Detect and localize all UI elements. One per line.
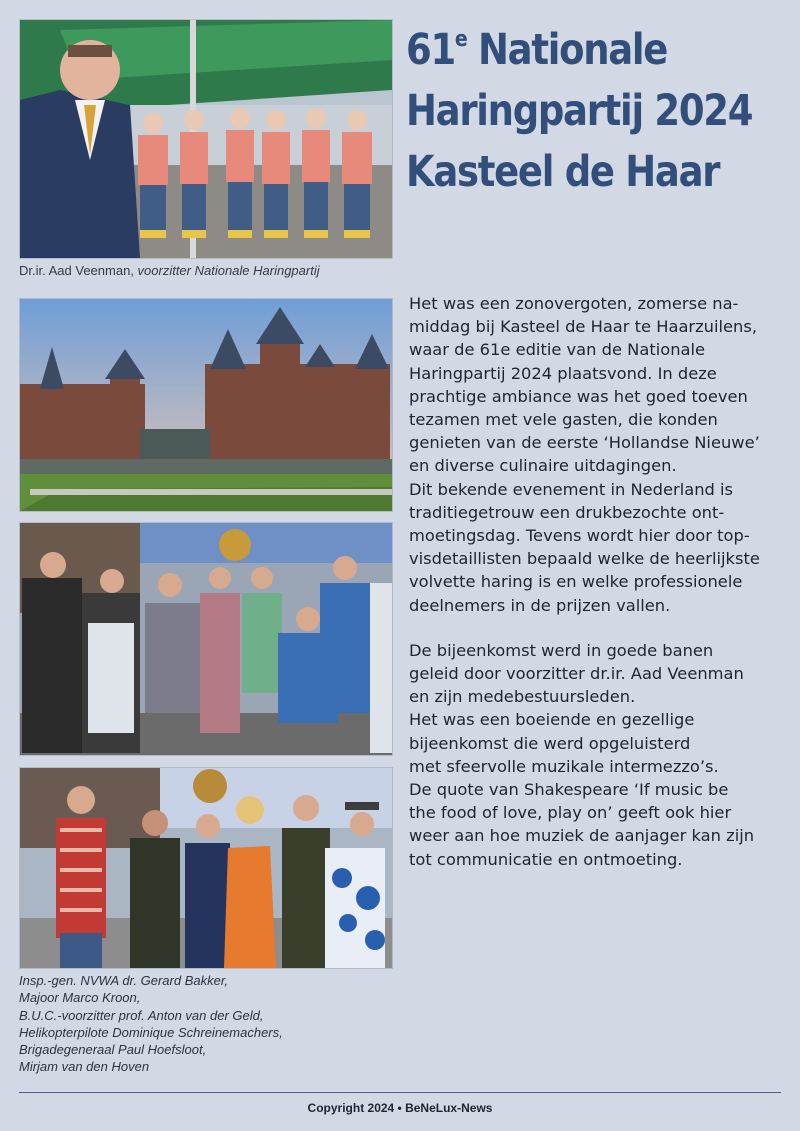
caption-line: Insp.-gen. NVWA dr. Gerard Bakker, <box>19 973 229 988</box>
body-line: en diverse culinaire uitdagingen. <box>409 456 677 476</box>
body-line: visdetaillisten bepaald welke de heerlijkste <box>409 549 760 569</box>
title-line-1 <box>406 20 737 81</box>
body-line: genieten van de eerste ‘Hollandse Nieuwe’ <box>409 433 760 453</box>
photo1-caption-role: voorzitter Nationale Haringpartij <box>137 263 320 278</box>
title-ordinal: e <box>454 27 467 52</box>
body-line: bijeenkomst die werd opgeluisterd <box>409 733 691 753</box>
photo-group-with-winners <box>19 522 393 756</box>
title-line-2: Haringpartij 2024 <box>406 86 753 136</box>
photo-kasteel-de-haar <box>19 298 393 512</box>
body-line: prachtige ambiance was het goed toeven <box>409 386 748 406</box>
article-body <box>409 292 794 871</box>
caption-line: Majoor Marco Kroon, <box>19 990 141 1006</box>
body-line: weer aan hoe muziek de aanjager kan zijn <box>409 826 755 846</box>
caption-line: Helikopterpilote Dominique Schreinemachers, <box>19 1024 283 1040</box>
body-line: the food of love, play on’ geeft ook hier <box>409 803 732 823</box>
body-line: deelnemers in de prijzen vallen. <box>409 595 671 615</box>
body-line: Het was een zonovergoten, zomerse na- <box>409 294 739 313</box>
body-line: tot communicatie en ontmoeting. <box>409 849 683 869</box>
photo1-caption-name: Dr.ir. Aad Veenman, <box>19 263 138 278</box>
title-line-1-rest: Nationale <box>466 25 668 75</box>
title-line-3: Kasteel de Haar <box>406 147 720 197</box>
body-line: volvette haring is en welke professionele <box>409 572 743 592</box>
body-line: en zijn medebestuursleden. <box>409 687 636 707</box>
body-line: moetingsdag. Tevens wordt hier door top- <box>409 526 750 546</box>
body-line: De quote van Shakespeare ‘If music be <box>409 780 729 800</box>
caption-line: Brigadegeneraal Paul Hoefsloot, <box>19 1042 207 1058</box>
footer-divider <box>19 1092 781 1093</box>
photo-dignitaries <box>19 767 393 969</box>
body-line: Haringpartij 2024 plaatsvond. In deze <box>409 363 717 383</box>
body-line: waar de 61e editie van de Nationale <box>409 340 706 360</box>
body-line: middag bij Kasteel de Haar te Haarzuilens, <box>409 317 758 337</box>
article-title <box>406 20 753 203</box>
footer-copyright: Copyright 2024 • BeNeLux-News <box>307 1101 493 1115</box>
caption-line: B.U.C.-voorzitter prof. Anton van der Geld, <box>19 1007 264 1023</box>
photo4-caption <box>19 972 283 1076</box>
photo-chairman-with-band <box>19 19 393 259</box>
caption-line: Mirjam van den Hoven <box>19 1059 150 1075</box>
body-line: Dit bekende evenement in Nederland is <box>409 479 734 499</box>
body-line: geleid door voorzitter dr.ir. Aad Veenman <box>409 664 744 684</box>
body-line: Het was een boeiende en gezellige <box>409 710 695 730</box>
body-line: tezamen met vele gasten, die konden <box>409 410 718 430</box>
body-line: traditiegetrouw een drukbezochte ont- <box>409 502 725 522</box>
title-number: 61 <box>406 25 455 75</box>
body-line: De bijeenkomst werd in goede banen <box>409 640 714 660</box>
photo1-caption <box>19 263 320 278</box>
body-line: met sfeervolle muzikale intermezzo’s. <box>409 756 719 776</box>
paragraph-spacer <box>409 617 794 639</box>
